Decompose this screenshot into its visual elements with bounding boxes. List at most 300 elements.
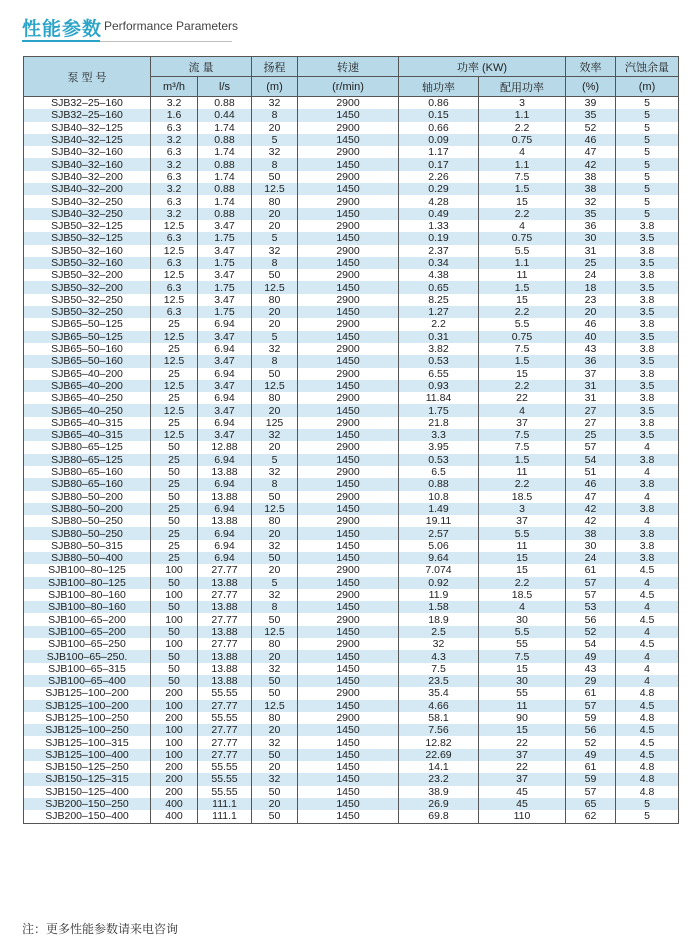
cell-model: SJB80–65–125 (24, 454, 151, 466)
cell-rated-power: 7.5 (479, 343, 566, 355)
cell-efficiency: 65 (566, 798, 616, 810)
cell-efficiency: 61 (566, 564, 616, 576)
cell-npsh: 5 (616, 208, 679, 220)
cell-speed: 2900 (298, 441, 399, 453)
cell-shaft-power: 7.56 (399, 724, 479, 736)
cell-model: SJB80–50–200 (24, 503, 151, 515)
cell-rated-power: 18.5 (479, 589, 566, 601)
cell-flow-m3h: 200 (151, 712, 198, 724)
cell-model: SJB80–50–200 (24, 491, 151, 503)
cell-rated-power: 15 (479, 552, 566, 564)
cell-head: 20 (252, 441, 298, 453)
cell-speed: 1450 (298, 626, 399, 638)
cell-flow-ls: 6.94 (198, 368, 252, 380)
table-row (24, 491, 679, 503)
header-head: 扬程 (252, 57, 298, 77)
cell-head: 80 (252, 638, 298, 650)
cell-model: SJB65–40–250 (24, 392, 151, 404)
cell-shaft-power: 22.69 (399, 749, 479, 761)
cell-speed: 2900 (298, 392, 399, 404)
cell-head: 8 (252, 355, 298, 367)
cell-model: SJB65–50–160 (24, 355, 151, 367)
cell-head: 32 (252, 97, 298, 110)
cell-shaft-power: 0.93 (399, 380, 479, 392)
cell-efficiency: 30 (566, 232, 616, 244)
table-row (24, 429, 679, 441)
cell-efficiency: 52 (566, 122, 616, 134)
cell-model: SJB65–40–315 (24, 417, 151, 429)
cell-npsh: 4.5 (616, 589, 679, 601)
cell-rated-power: 15 (479, 294, 566, 306)
cell-head: 12.5 (252, 380, 298, 392)
cell-shaft-power: 4.3 (399, 650, 479, 662)
cell-efficiency: 36 (566, 220, 616, 232)
cell-flow-ls: 3.47 (198, 220, 252, 232)
cell-shaft-power: 10.8 (399, 491, 479, 503)
cell-rated-power: 55 (479, 638, 566, 650)
cell-rated-power: 1.1 (479, 257, 566, 269)
cell-speed: 2900 (298, 564, 399, 576)
cell-speed: 1450 (298, 109, 399, 121)
cell-efficiency: 43 (566, 343, 616, 355)
header-efficiency: 效率 (566, 57, 616, 77)
section-title-cn: 性能参数 (22, 18, 103, 40)
table-row (24, 269, 679, 281)
cell-flow-ls: 6.94 (198, 478, 252, 490)
cell-shaft-power: 0.88 (399, 478, 479, 490)
cell-efficiency: 36 (566, 355, 616, 367)
table-row (24, 736, 679, 748)
cell-efficiency: 35 (566, 109, 616, 121)
cell-npsh: 3.8 (616, 540, 679, 552)
cell-speed: 1450 (298, 380, 399, 392)
cell-rated-power: 2.2 (479, 306, 566, 318)
cell-shaft-power: 2.5 (399, 626, 479, 638)
cell-head: 50 (252, 613, 298, 625)
table-row (24, 122, 679, 134)
cell-flow-ls: 6.94 (198, 343, 252, 355)
cell-speed: 1450 (298, 540, 399, 552)
table-row (24, 355, 679, 367)
cell-rated-power: 37 (479, 515, 566, 527)
cell-npsh: 3.8 (616, 392, 679, 404)
cell-rated-power: 1.5 (479, 355, 566, 367)
cell-rated-power: 4 (479, 146, 566, 158)
cell-efficiency: 35 (566, 208, 616, 220)
cell-flow-m3h: 100 (151, 564, 198, 576)
cell-efficiency: 31 (566, 245, 616, 257)
cell-npsh: 4 (616, 491, 679, 503)
cell-flow-m3h: 25 (151, 478, 198, 490)
cell-npsh: 3.5 (616, 331, 679, 343)
cell-head: 12.5 (252, 183, 298, 195)
cell-flow-m3h: 12.5 (151, 355, 198, 367)
cell-flow-m3h: 3.2 (151, 183, 198, 195)
cell-efficiency: 46 (566, 318, 616, 330)
cell-efficiency: 56 (566, 613, 616, 625)
cell-flow-m3h: 12.5 (151, 269, 198, 281)
cell-model: SJB200–150–400 (24, 810, 151, 823)
cell-flow-m3h: 50 (151, 515, 198, 527)
cell-efficiency: 40 (566, 331, 616, 343)
cell-head: 32 (252, 736, 298, 748)
cell-head: 32 (252, 146, 298, 158)
cell-flow-m3h: 6.3 (151, 195, 198, 207)
cell-shaft-power: 0.66 (399, 122, 479, 134)
cell-speed: 1450 (298, 761, 399, 773)
table-row (24, 613, 679, 625)
cell-flow-ls: 27.77 (198, 564, 252, 576)
table-row (24, 650, 679, 662)
cell-flow-ls: 1.74 (198, 171, 252, 183)
cell-flow-ls: 13.88 (198, 675, 252, 687)
cell-flow-m3h: 50 (151, 466, 198, 478)
cell-npsh: 5 (616, 183, 679, 195)
cell-speed: 2900 (298, 417, 399, 429)
cell-npsh: 3.8 (616, 368, 679, 380)
cell-speed: 1450 (298, 183, 399, 195)
cell-npsh: 3.5 (616, 355, 679, 367)
cell-efficiency: 27 (566, 417, 616, 429)
cell-efficiency: 57 (566, 577, 616, 589)
cell-speed: 1450 (298, 786, 399, 798)
cell-flow-m3h: 12.5 (151, 404, 198, 416)
cell-rated-power: 15 (479, 564, 566, 576)
cell-npsh: 4 (616, 577, 679, 589)
table-row (24, 577, 679, 589)
table-row (24, 417, 679, 429)
cell-speed: 2900 (298, 613, 399, 625)
section-title-en: Performance Parameters (104, 19, 239, 33)
cell-shaft-power: 0.31 (399, 331, 479, 343)
cell-rated-power: 3 (479, 97, 566, 110)
cell-flow-ls: 13.88 (198, 515, 252, 527)
cell-rated-power: 4 (479, 220, 566, 232)
cell-efficiency: 31 (566, 392, 616, 404)
cell-efficiency: 27 (566, 404, 616, 416)
cell-rated-power: 0.75 (479, 232, 566, 244)
cell-npsh: 4 (616, 675, 679, 687)
table-row (24, 220, 679, 232)
cell-efficiency: 54 (566, 454, 616, 466)
cell-npsh: 4.8 (616, 786, 679, 798)
cell-flow-m3h: 12.5 (151, 220, 198, 232)
cell-flow-m3h: 25 (151, 503, 198, 515)
cell-npsh: 3.5 (616, 380, 679, 392)
cell-rated-power: 18.5 (479, 491, 566, 503)
header-flow-m3h: m³/h (151, 77, 198, 97)
cell-speed: 2900 (298, 269, 399, 281)
cell-flow-m3h: 25 (151, 454, 198, 466)
cell-head: 50 (252, 552, 298, 564)
cell-efficiency: 43 (566, 663, 616, 675)
cell-flow-ls: 27.77 (198, 700, 252, 712)
cell-head: 80 (252, 195, 298, 207)
cell-model: SJB65–50–125 (24, 318, 151, 330)
cell-flow-ls: 13.88 (198, 491, 252, 503)
cell-efficiency: 38 (566, 527, 616, 539)
cell-efficiency: 39 (566, 97, 616, 110)
cell-flow-m3h: 6.3 (151, 232, 198, 244)
cell-flow-m3h: 50 (151, 491, 198, 503)
cell-head: 8 (252, 109, 298, 121)
cell-shaft-power: 11.9 (399, 589, 479, 601)
cell-flow-m3h: 100 (151, 749, 198, 761)
cell-model: SJB50–32–250 (24, 294, 151, 306)
table-row (24, 454, 679, 466)
cell-head: 32 (252, 540, 298, 552)
cell-head: 50 (252, 269, 298, 281)
cell-head: 32 (252, 663, 298, 675)
cell-head: 50 (252, 675, 298, 687)
cell-head: 8 (252, 158, 298, 170)
table-row (24, 540, 679, 552)
cell-flow-ls: 27.77 (198, 749, 252, 761)
cell-head: 12.5 (252, 281, 298, 293)
cell-rated-power: 1.1 (479, 109, 566, 121)
cell-npsh: 5 (616, 134, 679, 146)
cell-head: 20 (252, 527, 298, 539)
cell-model: SJB80–50–250 (24, 527, 151, 539)
header-npsh-unit: (m) (616, 77, 679, 97)
cell-rated-power: 4 (479, 601, 566, 613)
cell-flow-m3h: 25 (151, 368, 198, 380)
table-row (24, 146, 679, 158)
cell-head: 20 (252, 122, 298, 134)
cell-speed: 2900 (298, 712, 399, 724)
cell-npsh: 5 (616, 97, 679, 110)
table-row (24, 281, 679, 293)
cell-model: SJB200–150–250 (24, 798, 151, 810)
cell-flow-m3h: 25 (151, 552, 198, 564)
cell-model: SJB65–50–160 (24, 343, 151, 355)
cell-speed: 1450 (298, 257, 399, 269)
cell-flow-ls: 27.77 (198, 589, 252, 601)
cell-efficiency: 57 (566, 589, 616, 601)
cell-rated-power: 2.2 (479, 208, 566, 220)
table-row (24, 183, 679, 195)
cell-shaft-power: 6.5 (399, 466, 479, 478)
cell-shaft-power: 23.2 (399, 773, 479, 785)
cell-model: SJB125–100–200 (24, 700, 151, 712)
cell-flow-ls: 12.88 (198, 441, 252, 453)
cell-shaft-power: 0.09 (399, 134, 479, 146)
cell-npsh: 3.5 (616, 281, 679, 293)
table-row (24, 441, 679, 453)
cell-head: 8 (252, 257, 298, 269)
cell-flow-ls: 13.88 (198, 601, 252, 613)
cell-speed: 1450 (298, 134, 399, 146)
cell-rated-power: 45 (479, 786, 566, 798)
cell-speed: 2900 (298, 97, 399, 110)
cell-npsh: 5 (616, 171, 679, 183)
cell-model: SJB40–32–200 (24, 171, 151, 183)
cell-head: 5 (252, 331, 298, 343)
cell-shaft-power: 2.37 (399, 245, 479, 257)
cell-rated-power: 11 (479, 700, 566, 712)
cell-npsh: 3.8 (616, 294, 679, 306)
cell-shaft-power: 0.17 (399, 158, 479, 170)
cell-rated-power: 22 (479, 392, 566, 404)
cell-flow-m3h: 1.6 (151, 109, 198, 121)
cell-speed: 1450 (298, 675, 399, 687)
cell-rated-power: 1.5 (479, 183, 566, 195)
cell-flow-m3h: 12.5 (151, 429, 198, 441)
cell-npsh: 3.8 (616, 220, 679, 232)
cell-flow-ls: 1.75 (198, 257, 252, 269)
cell-model: SJB100–80–160 (24, 589, 151, 601)
cell-model: SJB125–100–250 (24, 712, 151, 724)
cell-flow-m3h: 3.2 (151, 97, 198, 110)
cell-rated-power: 1.5 (479, 454, 566, 466)
cell-shaft-power: 3.95 (399, 441, 479, 453)
cell-flow-ls: 111.1 (198, 810, 252, 823)
cell-rated-power: 7.5 (479, 650, 566, 662)
cell-flow-m3h: 100 (151, 589, 198, 601)
cell-head: 20 (252, 724, 298, 736)
cell-rated-power: 15 (479, 663, 566, 675)
cell-efficiency: 61 (566, 687, 616, 699)
table-row (24, 712, 679, 724)
cell-flow-ls: 3.47 (198, 380, 252, 392)
cell-efficiency: 24 (566, 269, 616, 281)
cell-flow-m3h: 200 (151, 761, 198, 773)
cell-shaft-power: 0.34 (399, 257, 479, 269)
cell-efficiency: 18 (566, 281, 616, 293)
cell-npsh: 3.5 (616, 257, 679, 269)
cell-flow-m3h: 12.5 (151, 245, 198, 257)
cell-rated-power: 11 (479, 540, 566, 552)
cell-npsh: 3.8 (616, 269, 679, 281)
table-row (24, 810, 679, 823)
cell-shaft-power: 5.06 (399, 540, 479, 552)
cell-flow-m3h: 400 (151, 798, 198, 810)
cell-speed: 1450 (298, 798, 399, 810)
cell-shaft-power: 0.65 (399, 281, 479, 293)
cell-model: SJB40–32–160 (24, 158, 151, 170)
cell-shaft-power: 0.92 (399, 577, 479, 589)
cell-head: 20 (252, 798, 298, 810)
cell-efficiency: 59 (566, 712, 616, 724)
cell-rated-power: 22 (479, 761, 566, 773)
cell-speed: 2900 (298, 343, 399, 355)
cell-npsh: 5 (616, 146, 679, 158)
table-body (24, 97, 679, 824)
cell-npsh: 3.8 (616, 552, 679, 564)
cell-model: SJB40–32–125 (24, 122, 151, 134)
cell-flow-ls: 1.74 (198, 195, 252, 207)
cell-flow-ls: 1.75 (198, 281, 252, 293)
cell-efficiency: 30 (566, 540, 616, 552)
cell-head: 50 (252, 749, 298, 761)
cell-flow-ls: 27.77 (198, 613, 252, 625)
table-row (24, 306, 679, 318)
cell-rated-power: 110 (479, 810, 566, 823)
cell-shaft-power: 19.11 (399, 515, 479, 527)
cell-efficiency: 59 (566, 773, 616, 785)
cell-rated-power: 1.1 (479, 158, 566, 170)
cell-model: SJB32–25–160 (24, 109, 151, 121)
cell-flow-m3h: 25 (151, 343, 198, 355)
cell-head: 80 (252, 294, 298, 306)
cell-flow-ls: 3.47 (198, 429, 252, 441)
cell-shaft-power: 18.9 (399, 613, 479, 625)
cell-npsh: 3.5 (616, 429, 679, 441)
cell-flow-ls: 55.55 (198, 786, 252, 798)
cell-shaft-power: 21.8 (399, 417, 479, 429)
cell-shaft-power: 4.66 (399, 700, 479, 712)
cell-rated-power: 15 (479, 195, 566, 207)
cell-head: 8 (252, 601, 298, 613)
cell-model: SJB65–40–250 (24, 404, 151, 416)
cell-shaft-power: 0.49 (399, 208, 479, 220)
table-row (24, 601, 679, 613)
cell-model: SJB40–32–200 (24, 183, 151, 195)
cell-npsh: 5 (616, 798, 679, 810)
cell-speed: 1450 (298, 577, 399, 589)
performance-table (23, 56, 679, 824)
header-power: 功率 (KW) (399, 57, 566, 77)
cell-flow-m3h: 50 (151, 650, 198, 662)
cell-head: 20 (252, 761, 298, 773)
cell-speed: 2900 (298, 171, 399, 183)
cell-shaft-power: 3.82 (399, 343, 479, 355)
cell-efficiency: 54 (566, 638, 616, 650)
cell-rated-power: 2.2 (479, 478, 566, 490)
cell-efficiency: 20 (566, 306, 616, 318)
cell-head: 125 (252, 417, 298, 429)
cell-shaft-power: 0.53 (399, 355, 479, 367)
cell-head: 80 (252, 515, 298, 527)
cell-speed: 2900 (298, 638, 399, 650)
cell-flow-m3h: 6.3 (151, 281, 198, 293)
cell-speed: 2900 (298, 318, 399, 330)
cell-speed: 2900 (298, 245, 399, 257)
cell-rated-power: 5.5 (479, 626, 566, 638)
cell-flow-ls: 6.94 (198, 552, 252, 564)
cell-shaft-power: 0.86 (399, 97, 479, 110)
cell-shaft-power: 7.5 (399, 663, 479, 675)
table-row (24, 687, 679, 699)
table-row (24, 404, 679, 416)
table-row (24, 626, 679, 638)
cell-flow-m3h: 25 (151, 318, 198, 330)
cell-npsh: 3.8 (616, 454, 679, 466)
cell-shaft-power: 38.9 (399, 786, 479, 798)
cell-speed: 2900 (298, 220, 399, 232)
cell-flow-m3h: 200 (151, 687, 198, 699)
cell-flow-m3h: 12.5 (151, 294, 198, 306)
section-header (22, 14, 239, 40)
table-row (24, 503, 679, 515)
table-row (24, 564, 679, 576)
table-row (24, 749, 679, 761)
cell-efficiency: 38 (566, 183, 616, 195)
cell-flow-m3h: 3.2 (151, 134, 198, 146)
cell-model: SJB100–65–250 (24, 638, 151, 650)
cell-shaft-power: 0.29 (399, 183, 479, 195)
cell-flow-ls: 55.55 (198, 687, 252, 699)
cell-npsh: 4.8 (616, 761, 679, 773)
cell-flow-m3h: 200 (151, 786, 198, 798)
cell-efficiency: 52 (566, 736, 616, 748)
cell-head: 20 (252, 404, 298, 416)
cell-flow-ls: 6.94 (198, 454, 252, 466)
cell-efficiency: 62 (566, 810, 616, 823)
cell-speed: 1450 (298, 736, 399, 748)
header-speed-unit: (r/min) (298, 77, 399, 97)
cell-speed: 2900 (298, 589, 399, 601)
